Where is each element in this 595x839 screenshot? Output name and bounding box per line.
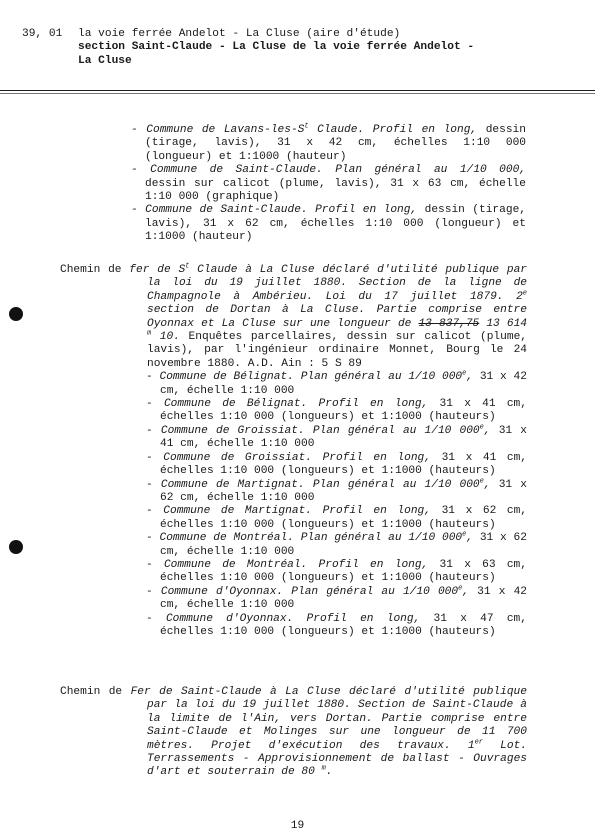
item-title-end: ,: [466, 371, 474, 384]
section-1-lead: Chemin de: [60, 264, 122, 276]
item-title: Commune de Montréal. Profil en long,: [163, 558, 429, 571]
page-header: [22, 28, 582, 68]
classification-number: 39, 01: [22, 28, 63, 40]
list-item: - Commune de Saint-Claude. Plan général au 1/10 000, dessin sur calicot (plume, lavis), 31 x 63 cm, échelle 1:10 000 (graphique): [131, 164, 526, 204]
header-line-2: section Saint-Claude - La Cluse de la voie ferrée Andelot -: [78, 41, 475, 54]
item-title-end: ,: [466, 532, 474, 545]
section-1-paragraph: [60, 264, 527, 371]
item-description: dessin (tirage, lavis), 31 x 62 cm, échelles 1:10 000 (longueur) et 1:1000 (hauteur): [145, 204, 527, 244]
section-1-text-d: 13 614: [479, 317, 527, 330]
list-item: - Commune de Groissiat. Profil en long, 31 x 41 cm, échelles 1:10 000 (longueurs) et 1:1000 (hauteurs): [146, 451, 527, 478]
page-number: 19: [290, 820, 305, 832]
item-title: Commune de Lavans-les-S: [146, 124, 305, 136]
section-1-sup-c: m: [147, 329, 152, 338]
header-line-3: La Cluse: [78, 54, 132, 67]
section-st-claude-la-cluse: [60, 264, 527, 639]
list-item: - Commune de Montréal. Profil en long, 31 x 63 cm, échelles 1:10 000 (longueurs) et 1:1000 (hauteurs): [146, 558, 527, 585]
item-title: Commune de Saint-Claude. Profil en long,: [145, 204, 418, 217]
binder-hole-mark: [9, 540, 23, 554]
item-title: Commune de Montréal. Plan général au 1/10 000: [159, 532, 463, 545]
item-sup: e: [462, 369, 467, 378]
item-title: Commune de Groissiat. Profil en long,: [163, 451, 431, 464]
item-description: dessin (tirage, lavis), 31 x 42 cm, échelles 1:10 000 (longueur) et 1:1000 (hauteur): [145, 124, 526, 163]
header-line-1: la voie ferrée Andelot - La Cluse (aire d'étude): [78, 28, 401, 40]
item-description: 31 x 41 cm, échelles 1:10 000 (longueurs) et 1:1000 (hauteurs): [160, 398, 527, 424]
item-description: 31 x 42 cm, échelle 1:10 000: [160, 371, 527, 397]
item-description: 31 x 63 cm, échelles 1:10 000 (longueurs) et 1:1000 (hauteurs): [160, 558, 527, 585]
item-sup: e: [458, 584, 463, 593]
section-1-text-c: section de Dortan à La Cluse. Partie comprise entre Oyonnax et La Cluse sur une longueur de: [147, 304, 527, 330]
item-description: 31 x 47 cm, échelles 1:10 000 (longueurs) et 1:1000 (hauteurs): [160, 612, 527, 638]
item-description: dessin sur calicot (plume, lavis), 31 x 63 cm, échelle 1:10 000 (graphique): [145, 177, 526, 204]
section-2-lead: Chemin de: [60, 686, 123, 698]
top-entry-list: [131, 124, 526, 245]
item-title: Commune de Groissiat. Plan général au 1/10 000: [160, 424, 480, 437]
item-sup: e: [462, 530, 467, 539]
section-1-text-b: Claude à La Cluse déclaré d'utilité publique par la loi du 19 juillet 1880. Section de la ligne de Champagnole à Ambérieu. Loi du 17 juillet 1879. 2: [147, 264, 527, 303]
item-description: 31 x 41 cm, échelles 1:10 000 (longueurs) et 1:1000 (hauteurs): [160, 451, 527, 478]
list-item: - Commune de Montréal. Plan général au 1/10 000e, 31 x 62 cm, échelle 1:10 000: [146, 530, 527, 558]
list-item: - Commune de Bélignat. Profil en long, 31 x 41 cm, échelles 1:10 000 (longueurs) et 1:1000 (hauteurs): [146, 398, 527, 424]
header-rule: [0, 90, 595, 91]
section-1-sup-b: e: [522, 289, 527, 298]
item-description: 31 x 62 cm, échelle 1:10 000: [160, 478, 527, 504]
section-2-text-b: Lot. Terrassements - Approvisionnement de ballast - Ouvrages d'art et souterrain de 80: [147, 739, 527, 779]
section-2-sup-a: er: [474, 737, 483, 746]
item-sup: e: [479, 423, 484, 432]
item-title: Commune de Saint-Claude. Plan général au 1/10 000,: [150, 164, 526, 177]
item-description: 31 x 62 cm, échelle 1:10 000: [160, 532, 527, 558]
item-title-end: ,: [462, 585, 470, 598]
item-title: Commune de Bélignat. Plan général au 1/10 000: [159, 371, 463, 384]
item-title-end: Claude. Profil en long,: [308, 124, 478, 136]
section-1-sup-a: t: [185, 262, 190, 271]
item-title-end: ,: [483, 424, 491, 437]
item-description: 31 x 42 cm, échelle 1:10 000: [160, 585, 527, 612]
list-item: - Commune de Saint-Claude. Profil en long, dessin (tirage, lavis), 31 x 62 cm, échelles 1:10 000 (longueur) et 1:1000 (hauteur): [131, 204, 527, 244]
list-item: - Commune d'Oyonnax. Profil en long, 31 x 47 cm, échelles 1:10 000 (longueurs) et 1:1000 (hauteurs): [146, 612, 527, 638]
struck-length: 13 837,75: [418, 317, 480, 330]
item-title: Commune d'Oyonnax. Plan général au 1/10 000: [160, 585, 459, 598]
list-item: - Commune de Martignat. Plan général au 1/10 000e, 31 x 62 cm, échelle 1:10 000: [146, 476, 527, 504]
section-1-text-e: 10.: [151, 331, 180, 344]
section-2-text-a: Fer de Saint-Claude à La Cluse déclaré d'utilité publique par la loi du 19 juillet 1880. Section de Saint-Claude à la limite de l'Ain, vers Dortan. Partie comprise entre Saint-Claude et Molinges sur une longueur de 11 700 mètres. Projet d'exécution des travaux. 1: [122, 686, 527, 752]
section-2-sup-b: m: [321, 764, 326, 773]
section-2-text-c: .: [325, 766, 333, 779]
item-title-end: ,: [483, 478, 491, 491]
item-title: Commune de Martignat. Plan général au 1/10 000: [160, 478, 480, 491]
list-item: - Commune de Lavans-$les-S^t$ Claude. Profil en long, dessin (tirage, lavis), 31 x 42 cm, échelles 1:10 000 (longueur) et 1:1000 (hauteur): [131, 122, 526, 163]
list-item: - Commune de Groissiat. Plan général au 1/10 000e, 31 x 41 cm, échelle 1:10 000: [146, 423, 527, 451]
section-1-plain: Enquêtes parcellaires, dessin sur calicot (plume, lavis), par l'ingénieur ordinaire Monnet, Bourg le 24 novembre 1880. A.D. Ain : 5 S 89: [147, 331, 527, 370]
item-description: 31 x 41 cm, échelle 1:10 000: [160, 424, 527, 451]
section-1-entry-list: [146, 371, 527, 639]
header-rule-secondary: [0, 93, 595, 94]
list-item: - Commune de Martignat. Profil en long, 31 x 62 cm, échelles 1:10 000 (longueurs) et 1:1000 (hauteurs): [146, 505, 527, 531]
section-1-text-a: fer de S: [121, 264, 186, 276]
section-st-claude-dortan: [60, 686, 527, 780]
item-title: Commune de Martignat. Profil en long,: [163, 505, 431, 518]
item-title: Commune de Bélignat. Profil en long,: [163, 398, 429, 411]
item-title: Commune d'Oyonnax. Profil en long,: [165, 612, 421, 625]
list-item: - Commune d'Oyonnax. Plan général au 1/10 000e, 31 x 42 cm, échelle 1:10 000: [146, 584, 527, 612]
item-sup: e: [479, 476, 484, 485]
binder-hole-mark: [9, 307, 23, 321]
list-item: - Commune de Bélignat. Plan général au 1/10 000e, 31 x 42 cm, échelle 1:10 000: [146, 369, 527, 397]
item-sup: t: [304, 122, 309, 131]
item-description: 31 x 62 cm, échelles 1:10 000 (longueurs) et 1:1000 (hauteurs): [160, 505, 527, 531]
